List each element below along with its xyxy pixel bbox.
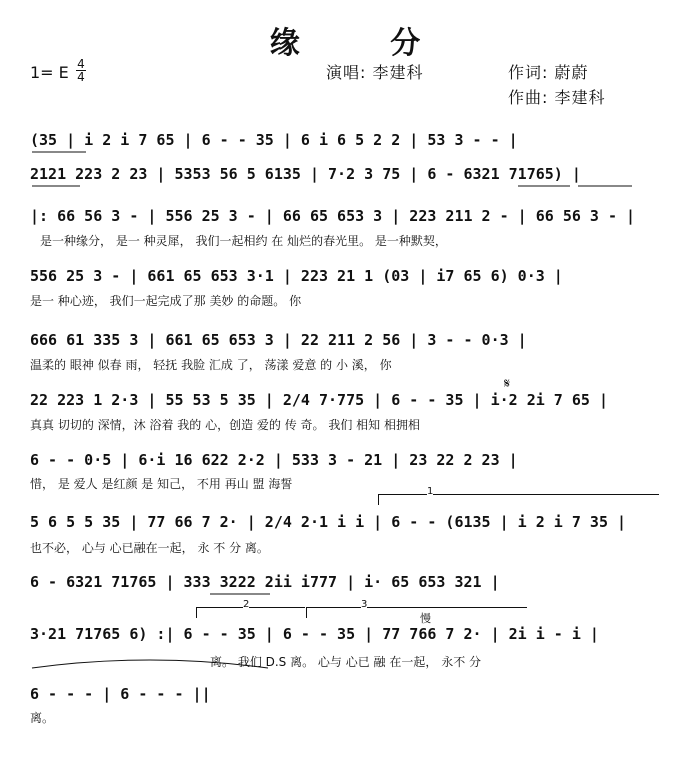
music-line-1: (35 | i 2 i 7 65 | 6 - - 35 | 6 i 6 5 2 2 | 53 3 - - | — [30, 131, 518, 149]
key-signature: 1= E — [30, 63, 69, 82]
lyric-line-5: 惜， 是 爱人 是红颜 是 知己， 不用 再山 盟 海誓 — [30, 477, 293, 491]
music-line-5: 666 61 335 3 | 661 65 653 3 | 22 211 2 56 | 3 - - 0·3 | — [30, 331, 527, 349]
music-line-11: 6 - - - | 6 - - - || — [30, 685, 211, 703]
volta-number-2: 2 — [243, 599, 250, 610]
meter-top: 4 — [77, 57, 85, 71]
singer-credit: 演唱: 李建科 — [326, 63, 424, 82]
lyric-line-1: 是一种缘分， 是一 种灵犀， 我们一起相约 在 灿烂的春光里。 是一种默契， — [40, 234, 447, 248]
lyric-line-4: 真真 切切的 深情，沐 浴着 我的 心，创造 爱的 传 奇。 我们 相知 相拥相 — [30, 418, 420, 432]
lyric-line-8: 离。 — [30, 711, 55, 725]
music-line-8: 5 6 5 5 35 | 77 66 7 2· | 2/4 2·1 i i | 6 - - (6135 | i 2 i 7 35 | — [30, 513, 627, 531]
composer-credit: 作曲: 李建科 — [508, 88, 606, 107]
music-line-9: 6 - 6321 71765 | 333 3222 2ii i777 | i· 65 653 321 | — [30, 573, 500, 591]
lyric-line-3: 温柔的 眼神 似春 雨， 轻抚 我脸 汇成 了， 荡漾 爱意 的 小 溪， 你 — [30, 358, 392, 372]
lyric-line-7: 离。 我们 D.S 离。 心与 心已 融 在一起， 永不 分 — [210, 655, 482, 669]
music-line-6: 22 223 1 2·3 | 55 53 5 35 | 2/4 7·775 | 6 - - 35 | i·2 2i 7 65 | — [30, 391, 608, 409]
volta-number-1: 1 — [427, 486, 434, 497]
tempo-mark: 慢 — [420, 612, 431, 625]
music-line-7: 6 - - 0·5 | 6·i 16 622 2·2 | 533 3 - 21 | 23 22 2 23 | — [30, 451, 518, 469]
segno-mark: 𝄋 — [504, 376, 511, 392]
music-line-2: 2121 223 2 23 | 5353 56 5 6135 | 7·2 3 75 | 6 - 6321 71765) | — [30, 165, 581, 183]
lyric-line-2: 是一 种心迹， 我们一起完成了那 美妙 的命题。 你 — [30, 294, 302, 308]
lyric-line-6: 也不必， 心与 心已融在一起， 永 不 分 离。 — [30, 541, 269, 555]
meter-bottom: 4 — [77, 70, 85, 84]
lyricist-credit: 作词: 蔚蔚 — [508, 63, 589, 82]
volta-number-3: 3 — [361, 599, 368, 610]
music-line-10: 3·21 71765 6) :| 6 - - 35 | 6 - - 35 | 77 766 7 2· | 2i i - i | — [30, 625, 599, 643]
song-title: 缘 分 — [269, 26, 461, 61]
slur-final — [32, 660, 268, 668]
music-line-3: |: 66 56 3 - | 556 25 3 - | 66 65 653 3 | 223 211 2 - | 66 56 3 - | — [30, 207, 636, 225]
music-line-4: 556 25 3 - | 661 65 653 3·1 | 223 21 1 (03 | i7 65 6) 0·3 | — [30, 267, 563, 285]
